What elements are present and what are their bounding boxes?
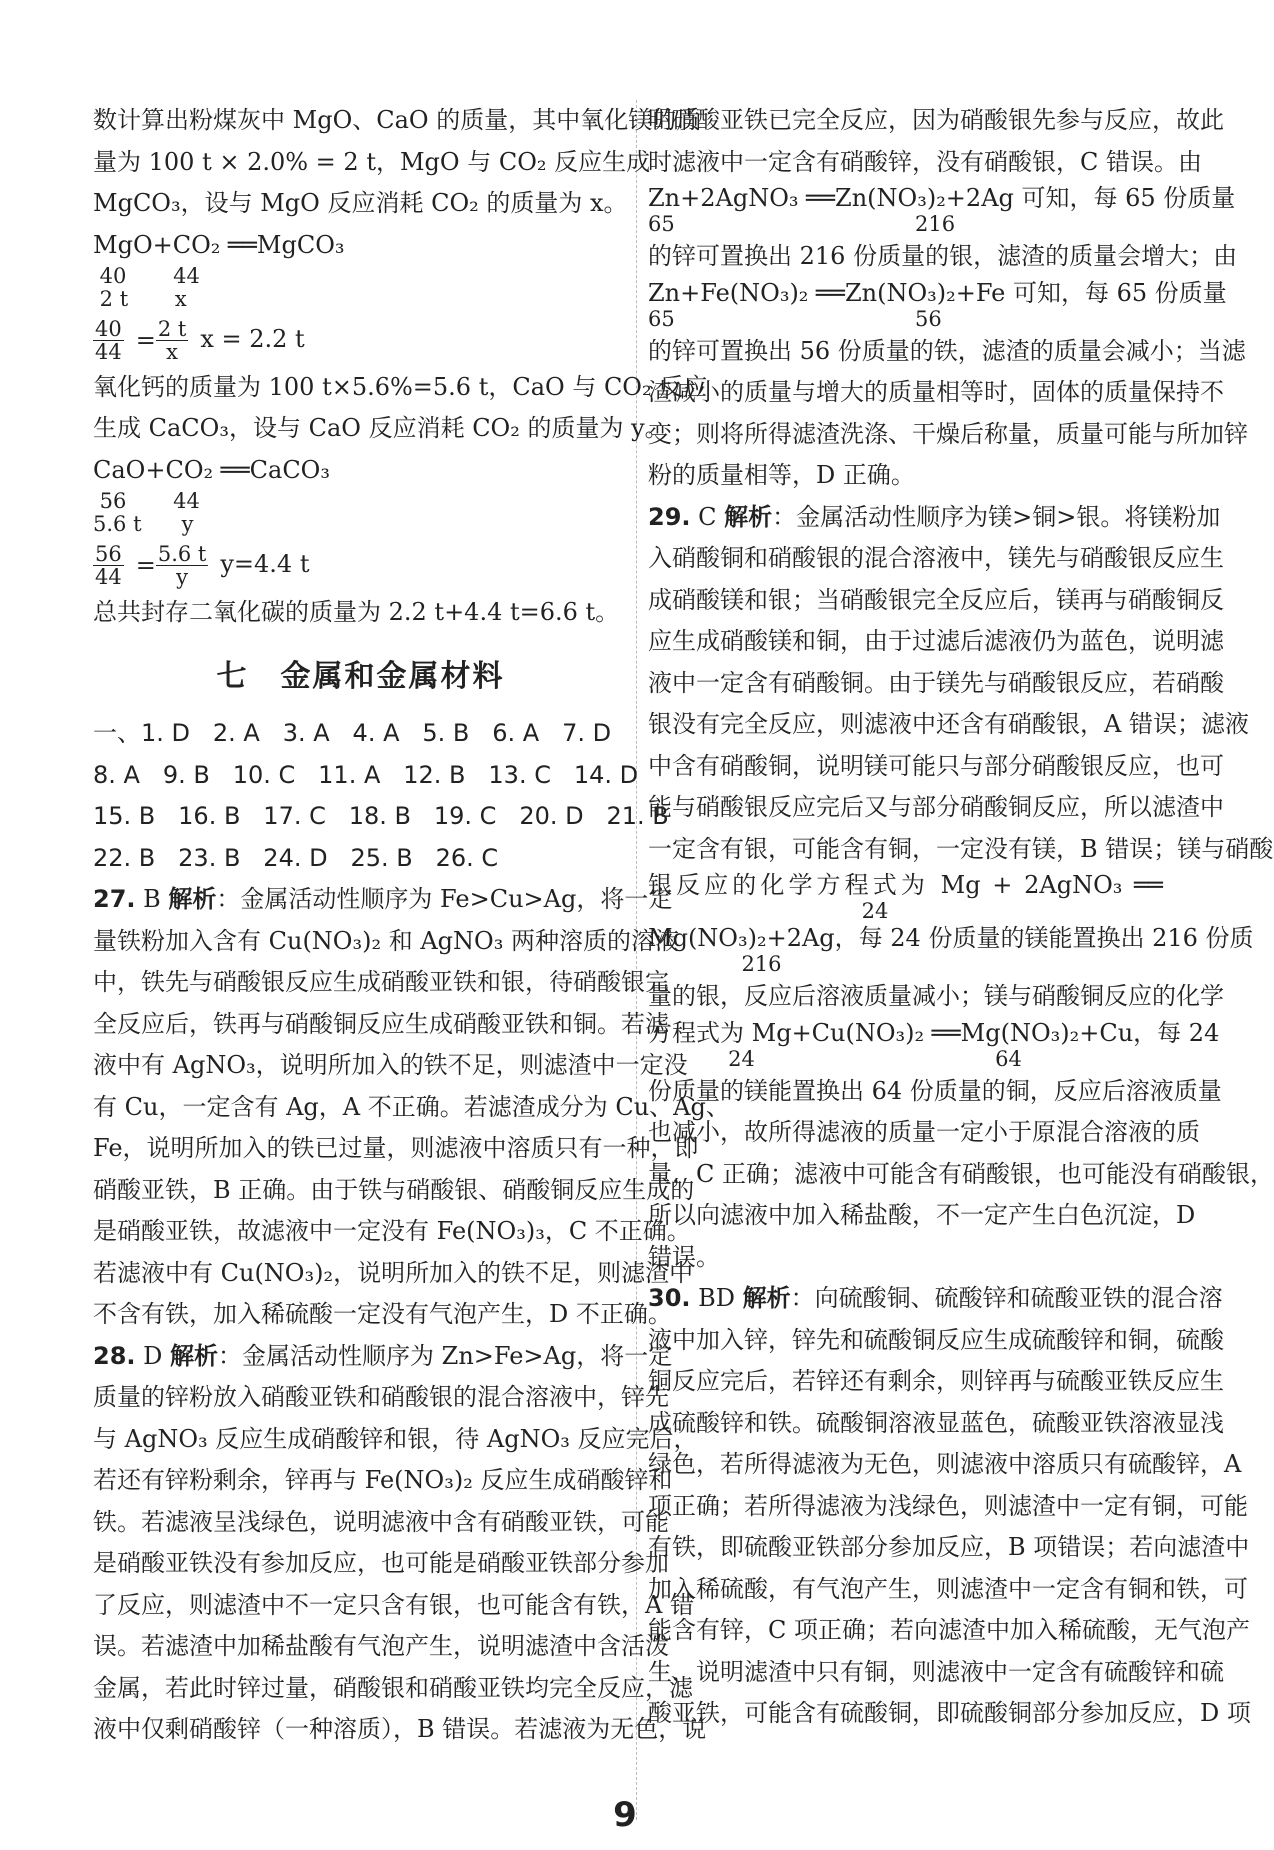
answer-letter: C xyxy=(690,502,725,531)
question-number: 27. xyxy=(93,885,136,913)
text-line: 变；则将所得滤渣洗涤、干燥后称量，质量可能与所加锌 xyxy=(648,419,1248,448)
equation-mass-row: 216 xyxy=(648,952,782,976)
result: y=4.4 t xyxy=(220,549,310,578)
text-line: 误。若滤渣中加稀盐酸有气泡产生，说明滤渣中含活泼 xyxy=(93,1632,669,1660)
text-line: 中含有硝酸铜，说明镁可能只与部分硝酸银反应，也可 xyxy=(648,751,1224,780)
text-line: 铁。若滤液呈浅绿色，说明滤液中含有硝酸亚铁，可能 xyxy=(93,1507,669,1536)
text-line: 能含有锌，C 项正确；若向滤渣中加入稀硫酸，无气泡产 xyxy=(648,1616,1250,1644)
text-line: MgCO₃，设与 MgO 反应消耗 CO₂ 的质量为 x。 xyxy=(93,189,628,217)
text-line: 生成 CaCO₃，设与 CaO 反应消耗 CO₂ 的质量为 y。 xyxy=(93,414,669,442)
text-line: 成硝酸镁和银；当硝酸银完全反应后，镁再与硝酸铜反 xyxy=(648,585,1224,614)
equation-line: Mg(NO₃)₂+2Ag，每 24 份质量的镁能置换出 216 份质 xyxy=(648,924,1254,952)
text-line: 若还有锌粉剩余，锌再与 Fe(NO₃)₂ 反应生成硝酸锌和 xyxy=(93,1466,673,1494)
text-line: 液中有 AgNO₃，说明所加入的铁不足，则滤渣中一定没 xyxy=(93,1051,688,1079)
question-number: 30. xyxy=(648,1284,691,1312)
answer-row: 15. B 16. B 17. C 18. B 19. C 20. D 21. B xyxy=(93,802,669,830)
equation-mass-row: 24 64 xyxy=(648,1046,1022,1071)
text-line: 成硫酸锌和铁。硫酸铜溶液显蓝色，硫酸亚铁溶液显浅 xyxy=(648,1408,1224,1437)
equation-mass-row: 56 44 xyxy=(93,488,200,513)
text-line: 了反应，则滤渣中不一定只含有银，也可能含有铁，A 错 xyxy=(93,1590,694,1619)
text-line: 渣减小的质量与增大的质量相等时，固体的质量保持不 xyxy=(648,378,1224,406)
text-line: 能与硝酸银反应完后又与部分硝酸铜反应，所以滤渣中 xyxy=(648,793,1224,821)
text-line: 酸亚铁，可能含有硫酸铜，即硫酸铜部分参加反应，D 项 xyxy=(648,1699,1251,1727)
text-line: 与 AgNO₃ 反应生成硝酸锌和银，待 AgNO₃ 反应完后， xyxy=(93,1424,698,1453)
proportion-row: $\frac{56}{44}$ = $\frac{5.6 t}{y}$ y=4.4 t xyxy=(95,541,310,589)
question-number: 29. xyxy=(648,502,691,531)
fraction xyxy=(93,543,124,588)
answer-row: 22. B 23. B 24. D 25. B 26. C xyxy=(93,843,499,872)
text-line: 液中仅剩硝酸锌（一种溶质），B 错误。若滤液为无色，说 xyxy=(93,1715,707,1743)
analysis-text: ：金属活动性顺序为 Zn>Fe>Ag，将一定 xyxy=(218,1341,673,1370)
equation-line: MgO+CO₂ ══MgCO₃ xyxy=(93,230,345,259)
equation-mass-row: 40 44 xyxy=(93,263,200,288)
result: x = 2.2 t xyxy=(200,324,305,353)
text-line: 是硝酸亚铁，故滤液中一定没有 Fe(NO₃)₃，C 不正确。 xyxy=(93,1217,691,1245)
fraction xyxy=(156,318,188,363)
analysis-label: 解析 xyxy=(168,885,217,913)
question-29 xyxy=(648,497,1274,1279)
denominator: y xyxy=(176,564,189,589)
equation-line: Zn+Fe(NO₃)₂ ══Zn(NO₃)₂+Fe 可知，每 65 份质量 xyxy=(648,278,1227,307)
text-line xyxy=(648,1278,1223,1320)
equation-unknown-row: 2 t x xyxy=(93,286,187,311)
answer-row: 一、1. D 2. A 3. A 4. A 5. B 6. A 7. D xyxy=(93,719,612,747)
text-line xyxy=(93,879,673,921)
equation-mass-row: 65 216 xyxy=(648,212,956,236)
text-line: 液中加入锌，锌先和硫酸铜反应生成硫酸锌和铜，硫酸 xyxy=(648,1325,1224,1354)
text-line: 量铁粉加入含有 Cu(NO₃)₂ 和 AgNO₃ 两种溶质的溶液 xyxy=(93,926,679,955)
analysis-label: 解析 xyxy=(170,1341,219,1370)
text-line: 金属，若此时锌过量，硝酸银和硝酸亚铁均完全反应，滤 xyxy=(93,1673,693,1702)
text-line: 若滤液中有 Cu(NO₃)₂，说明所加入的铁不足，则滤渣中 xyxy=(93,1258,694,1287)
answer-letter: B xyxy=(135,885,169,913)
text-line: Fe，说明所加入的铁已过量，则滤液中溶质只有一种，即 xyxy=(93,1134,699,1162)
equation-mass-row: 24 xyxy=(648,899,889,923)
text-line: 不含有铁，加入稀硫酸一定没有气泡产生，D 不正确。 xyxy=(93,1300,672,1328)
proportion-row: $\frac{40}{44}$ = $\frac{2 t}{x}$ x = 2.2 t xyxy=(95,316,305,364)
numerator: 5.6 t xyxy=(157,541,207,566)
text-line: 的锌可置换出 56 份质量的铁，滤渣的质量会减小；当滤 xyxy=(648,336,1246,365)
text-line: 量的银，反应后溶液质量减小；镁与硝酸铜反应的化学 xyxy=(648,982,1224,1010)
equation-unknown-row: 5.6 t y xyxy=(93,511,194,536)
text-line: 一定含有银，可能含有铜，一定没有镁，B 错误；镁与硝酸 xyxy=(648,834,1274,863)
text-line: 铜反应完后，若锌还有剩余，则锌再与硫酸亚铁反应生 xyxy=(648,1367,1224,1395)
text-line: 入硝酸铜和硝酸银的混合溶液中，镁先与硝酸银反应生 xyxy=(648,544,1224,572)
answer-letter: BD xyxy=(690,1284,743,1312)
text-line: 份质量的镁能置换出 64 份质量的铜，反应后溶液质量 xyxy=(648,1076,1222,1105)
equation-mass-row: 65 56 xyxy=(648,306,942,331)
numerator: 40 xyxy=(95,316,122,341)
analysis-text: ：向硫酸铜、硫酸锌和硫酸亚铁的混合溶 xyxy=(790,1284,1223,1312)
numerator: 2 t xyxy=(157,316,187,341)
text-line: 量为 100 t × 2.0% = 2 t，MgO 与 CO₂ 反应生成 xyxy=(93,147,651,176)
answer-row: 8. A 9. B 10. C 11. A 12. B 13. C 14. D xyxy=(93,760,639,789)
text-line: 银没有完全反应，则滤液中还含有硝酸银，A 错误；滤液 xyxy=(648,710,1249,738)
numerator: 56 xyxy=(95,541,122,566)
text-line: 明硝酸亚铁已完全反应，因为硝酸银先参与反应，故此 xyxy=(648,106,1224,134)
text-line: 氧化钙的质量为 100 t×5.6%=5.6 t，CaO 与 CO₂ 反应 xyxy=(93,372,708,401)
cao-paragraph xyxy=(93,367,708,450)
answer-letter: D xyxy=(135,1341,171,1370)
text-line: 应生成硝酸镁和铜，由于过滤后滤液仍为蓝色，说明滤 xyxy=(648,627,1224,655)
analysis-label: 解析 xyxy=(724,502,773,531)
text-line: 的锌可置换出 216 份质量的银，滤渣的质量会增大；由 xyxy=(648,242,1238,270)
mgo-equation xyxy=(93,225,628,367)
text-line: 质量的锌粉放入硝酸亚铁和硝酸银的混合溶液中，锌先 xyxy=(93,1383,669,1411)
analysis-label: 解析 xyxy=(742,1284,791,1312)
text-line: 也减小，故所得滤液的质量一定小于原混合溶液的质 xyxy=(648,1118,1200,1146)
equation-line: 方程式为 Mg+Cu(NO₃)₂ ══Mg(NO₃)₂+Cu，每 24 xyxy=(648,1018,1220,1047)
text-line: 有铁，即硫酸亚铁部分参加反应，B 项错误；若向滤渣中 xyxy=(648,1533,1250,1561)
analysis-text: ：金属活动性顺序为 Fe>Cu>Ag，将一定 xyxy=(216,885,673,913)
text-line: 加入稀硫酸，有气泡产生，则滤渣中一定含有铜和铁，可 xyxy=(648,1574,1248,1603)
text-line: 数计算出粉煤灰中 MgO、CaO 的质量，其中氧化镁的质 xyxy=(93,106,701,134)
text-line: 硝酸亚铁，B 正确。由于铁与硝酸银、硝酸铜反应生成的 xyxy=(93,1175,695,1204)
text-line: 有 Cu，一定含有 Ag，A 不正确。若滤渣成分为 Cu、Ag、 xyxy=(93,1092,730,1121)
analysis-text: ：金属活动性顺序为镁>铜>银。将镁粉加 xyxy=(772,502,1221,531)
choice-answers xyxy=(93,713,669,879)
equation-line: 银反应的化学方程式为 Mg + 2AgNO₃ ══ xyxy=(648,871,1163,899)
denominator: x xyxy=(166,339,178,364)
text-line: 错误。 xyxy=(648,1242,720,1271)
denominator: 44 xyxy=(95,564,122,589)
text-line: 项正确；若所得滤液为浅绿色，则滤渣中一定有铜，可能 xyxy=(648,1491,1248,1520)
question-28 xyxy=(93,1336,707,1751)
text-line: 中，铁先与硝酸银反应生成硝酸亚铁和银，待硝酸银完 xyxy=(93,968,669,996)
text-line: 是硝酸亚铁没有参加反应，也可能是硝酸亚铁部分参加 xyxy=(93,1549,669,1577)
question-30 xyxy=(648,1278,1251,1735)
text-line xyxy=(93,1336,673,1378)
denominator: 44 xyxy=(95,339,122,364)
page-number: 9 xyxy=(613,1795,637,1835)
equation-line: CaO+CO₂ ══CaCO₃ xyxy=(93,455,330,484)
text-line: 所以向滤液中加入稀盐酸，不一定产生白色沉淀，D xyxy=(648,1201,1196,1229)
right-column xyxy=(648,100,1274,1735)
text-line: 时滤液中一定含有硝酸锌，没有硝酸银，C 错误。由 xyxy=(648,147,1202,176)
text-line: 粉的质量相等，D 正确。 xyxy=(648,461,915,489)
text-line: 液中一定含有硝酸铜。由于镁先与硝酸银反应，若硝酸 xyxy=(648,668,1224,697)
section-title: 七 金属和金属材料 xyxy=(216,659,505,694)
text-line: 量，C 正确；滤液中可能含有硝酸银，也可能没有硝酸银， xyxy=(648,1159,1274,1188)
text-line: 绿色，若所得滤液为无色，则滤液中溶质只有硫酸锌，A xyxy=(648,1450,1242,1478)
fraction xyxy=(93,318,124,363)
fraction xyxy=(156,543,209,588)
text-line xyxy=(648,497,1221,539)
cao-equation xyxy=(93,450,628,592)
intro-paragraph xyxy=(93,100,701,225)
text-line: 生，说明滤渣中只有铜，则滤液中一定含有硫酸锌和硫 xyxy=(648,1657,1224,1686)
question-number: 28. xyxy=(93,1341,136,1370)
text-line: 全反应后，铁再与硝酸铜反应生成硝酸亚铁和铜。若滤 xyxy=(93,1009,669,1038)
total-line: 总共封存二氧化碳的质量为 2.2 t+4.4 t=6.6 t。 xyxy=(93,597,620,626)
equation-line: Zn+2AgNO₃ ══Zn(NO₃)₂+2Ag 可知，每 65 份质量 xyxy=(648,184,1236,212)
